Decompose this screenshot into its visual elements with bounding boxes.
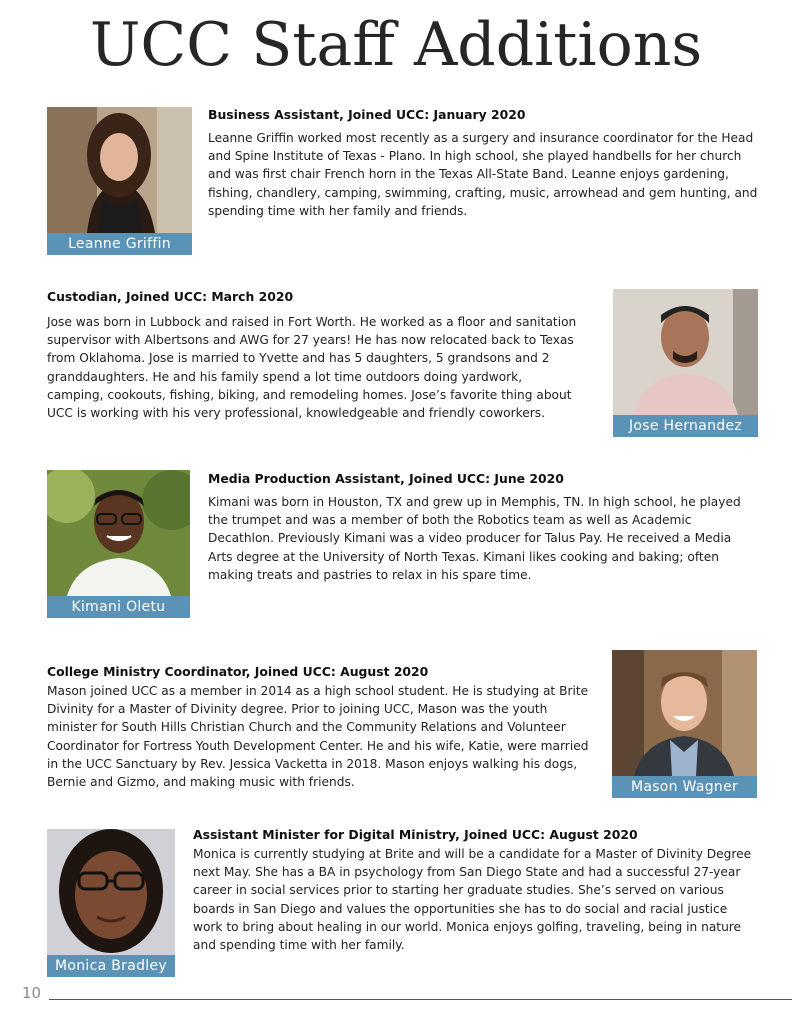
role-jose-hernandez: Custodian, Joined UCC: March 2020 [47,289,294,304]
staff-photo-monica-bradley [47,829,175,955]
bio-mason-wagner: Mason joined UCC as a member in 2014 as a high school student. He is studying at Brite Divinity for a Master of Divinity degree. Prior to joining UCC, Mason was the youth minister for South Hills Christian Church and the Community Relations and Volunteer Coordinator for Fortress Youth Development Center. He and his wife, Katie, were married in the UCC Sanctuary by Rev. Jessica Vacketta in 2018. Mason enjoys walking his dogs, Bernie and Gizmo, and making music with friends. [47,684,589,790]
name-bar-leanne-griffin: Leanne Griffin [47,233,192,255]
bio-jose-hernandez: Jose was born in Lubbock and raised in Fort Worth. He worked as a floor and sanitation supervisor with Albertsons and AWG for 27 years! He has now relocated back to Texas from Oklahoma. Jose is married to Yvette and has 5 daughters, 5 grandsons and 2 granddaughters. He and his family spend a lot time outdoors doing yardwork, camping, cookouts, fishing, biking, and remodeling homes. Jose’s favorite thing about UCC is working with his very professional, knowledgeable and friendly coworkers. [47,315,577,421]
bio-kimani-oletu: Kimani was born in Houston, TX and grew up in Memphis, TN. In high school, he played the trumpet and was a member of both the Robotics team as well as Academic Decathlon. Previously Kimani was a video producer for Talus Pay. He received a Media Arts degree at the University of North Texas. Kimani likes cooking and baking; often making treats and pastries to relax in his spare time. [208,495,741,582]
role-mason-wagner: College Ministry Coordinator, Joined UCC: August 2020 [47,664,429,679]
page-number: 10 [22,984,42,1002]
portrait-leanne-griffin [47,107,192,233]
staff-photo-kimani-oletu [47,470,190,596]
role-leanne-griffin: Business Assistant, Joined UCC: January 2020 [208,107,526,122]
name-bar-mason-wagner: Mason Wagner [612,776,757,798]
portrait-monica-bradley [47,829,175,955]
portrait-mason-wagner [612,650,757,776]
role-kimani-oletu: Media Production Assistant, Joined UCC: June 2020 [208,471,564,486]
role-monica-bradley: Assistant Minister for Digital Ministry, Joined UCC: August 2020 [193,827,638,842]
name-bar-jose-hernandez: Jose Hernandez [613,415,758,437]
staff-photo-leanne-griffin [47,107,192,233]
bio-monica-bradley: Monica is currently studying at Brite and will be a candidate for a Master of Divinity Degree next May. She has a BA in psychology from San Diego State and had a successful 27-year career in social services prior to starting her graduate studies. She’s served on various boards in San Diego and values the opportunities she has to do social and racial justice work to bring about healing in our world. Monica enjoys golfing, traveling, being in nature and spending time with her family. [193,847,752,953]
footer-divider [49,999,792,1000]
portrait-kimani-oletu [47,470,190,596]
bio-leanne-griffin: Leanne Griffin worked most recently as a surgery and insurance coordinator for the Head and Spine Institute of Texas - Plano. In high school, she played handbells for her church and was first chair French horn in the Texas All-State Band. Leanne enjoys gardening, fishing, chandlery, camping, swimming, crafting, music, arrowhead and gem hunting, and spending time with her family and friends. [208,131,758,218]
portrait-jose-hernandez [613,289,758,415]
name-bar-monica-bradley: Monica Bradley [47,955,175,977]
staff-photo-jose-hernandez [613,289,758,415]
page-title: UCC Staff Additions [89,10,703,80]
staff-photo-mason-wagner [612,650,757,776]
name-bar-kimani-oletu: Kimani Oletu [47,596,190,618]
